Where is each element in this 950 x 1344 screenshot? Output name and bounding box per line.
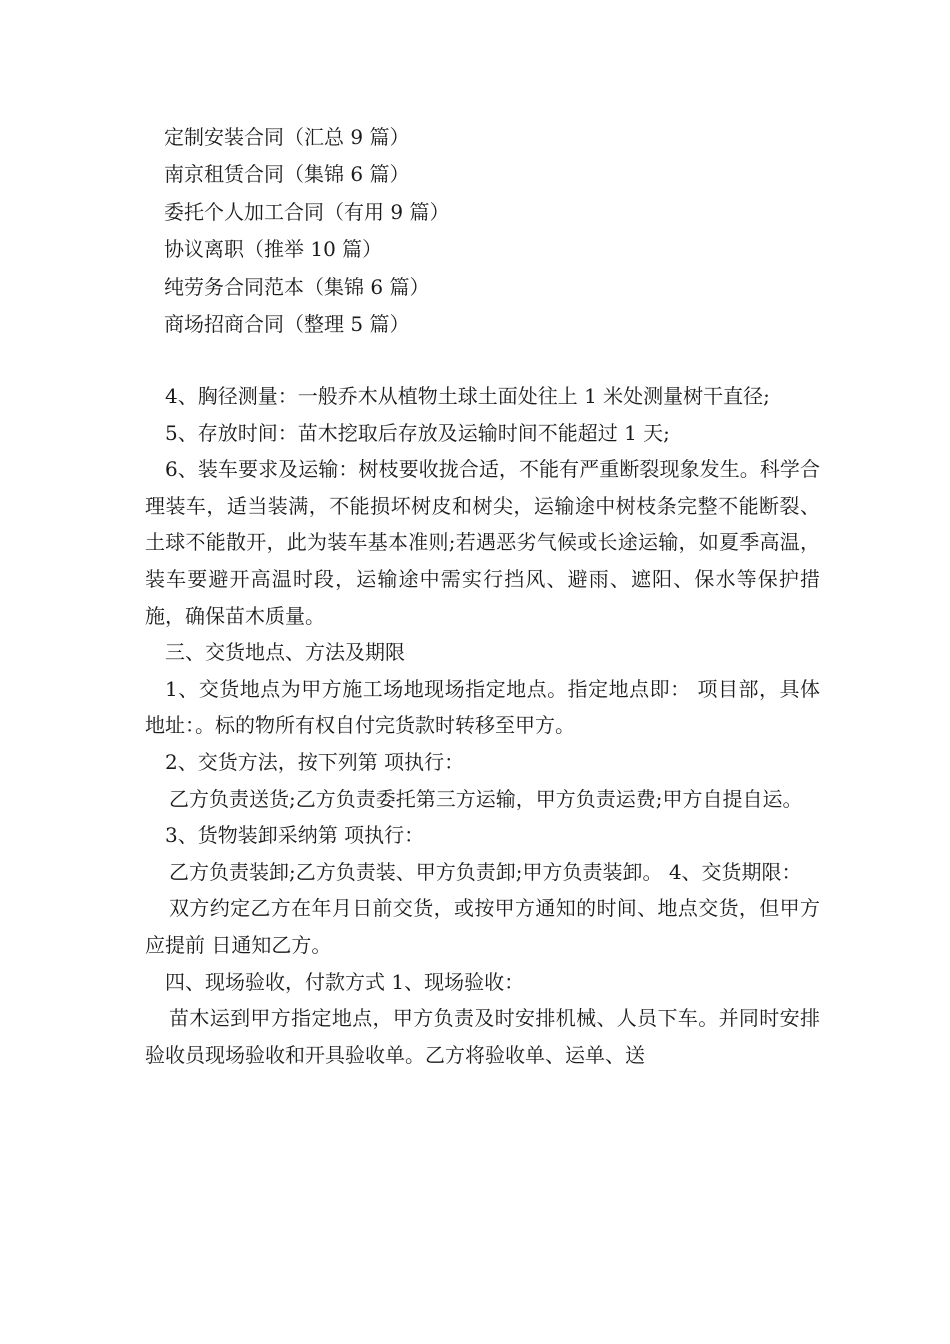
clause-dbh-measurement: 4、胸径测量：一般乔木从植物土球土面处往上 1 米处测量树干直径; xyxy=(165,384,770,408)
clause-delivery-deadline: 双方约定乙方在年月日前交货，或按甲方通知的时间、地点交货，但甲方应提前 日通知乙方。 xyxy=(145,896,820,957)
related-link-mall-leasing-contract[interactable]: 商场招商合同（整理 5 篇） xyxy=(164,311,410,336)
clause-storage-time: 5、存放时间：苗木挖取后存放及运输时间不能超过 1 天; xyxy=(165,420,670,445)
related-link-resignation-agreement[interactable]: 协议离职（推举 10 篇） xyxy=(164,237,383,262)
contract-body xyxy=(145,378,820,1073)
clause-loading-unloading-options: 乙方负责装卸;乙方负责装、甲方负责卸;甲方负责装卸。 4、交货期限： xyxy=(169,859,802,884)
clause-delivery-location: 1、交货地点为甲方施工场地现场指定地点。指定地点即： 项目部，具体地址：。标的物所有权自付完货款时转移至甲方。 xyxy=(145,676,820,738)
section-heading-acceptance-payment: 四、现场验收，付款方式 1、现场验收： xyxy=(165,969,525,994)
related-link-personal-processing-contract[interactable]: 委托个人加工合同（有用 9 篇） xyxy=(164,199,450,224)
clause-loading-transport: 6、装车要求及运输：树枝要收拢合适，不能有严重断裂现象发生。科学合理装车，适当装满，不能损坏树皮和树尖，运输途中树枝条完整不能断裂、土球不能散开，此为装车基本准则;若遇恶劣气候或长途运输，如夏季高温，装车要避开高温时段，运输途中需实行挡风、避雨、遮阳、保水等保护措施，确保苗木质量。 xyxy=(145,457,820,628)
clause-delivery-method: 2、交货方法，按下列第 项执行： xyxy=(165,749,465,774)
clause-delivery-method-options: 乙方负责送货;乙方负责委托第三方运输，甲方负责运费;甲方自提自运。 xyxy=(169,786,803,811)
related-links-list xyxy=(164,119,804,343)
clause-loading-unloading: 3、货物装卸采纳第 项执行： xyxy=(165,823,425,848)
clause-onsite-acceptance: 苗木运到甲方指定地点，甲方负责及时安排机械、人员下车。并同时安排验收员现场验收和开具验收单。乙方将验收单、运单、送 xyxy=(145,1006,820,1067)
related-link-labor-contract-template[interactable]: 纯劳务合同范本（集锦 6 篇） xyxy=(164,274,430,299)
related-link-nanjing-lease-contract[interactable]: 南京租赁合同（集锦 6 篇） xyxy=(164,162,410,187)
related-link-custom-install-contract[interactable]: 定制安装合同（汇总 9 篇） xyxy=(164,125,410,149)
section-heading-delivery: 三、交货地点、方法及期限 xyxy=(165,640,405,665)
